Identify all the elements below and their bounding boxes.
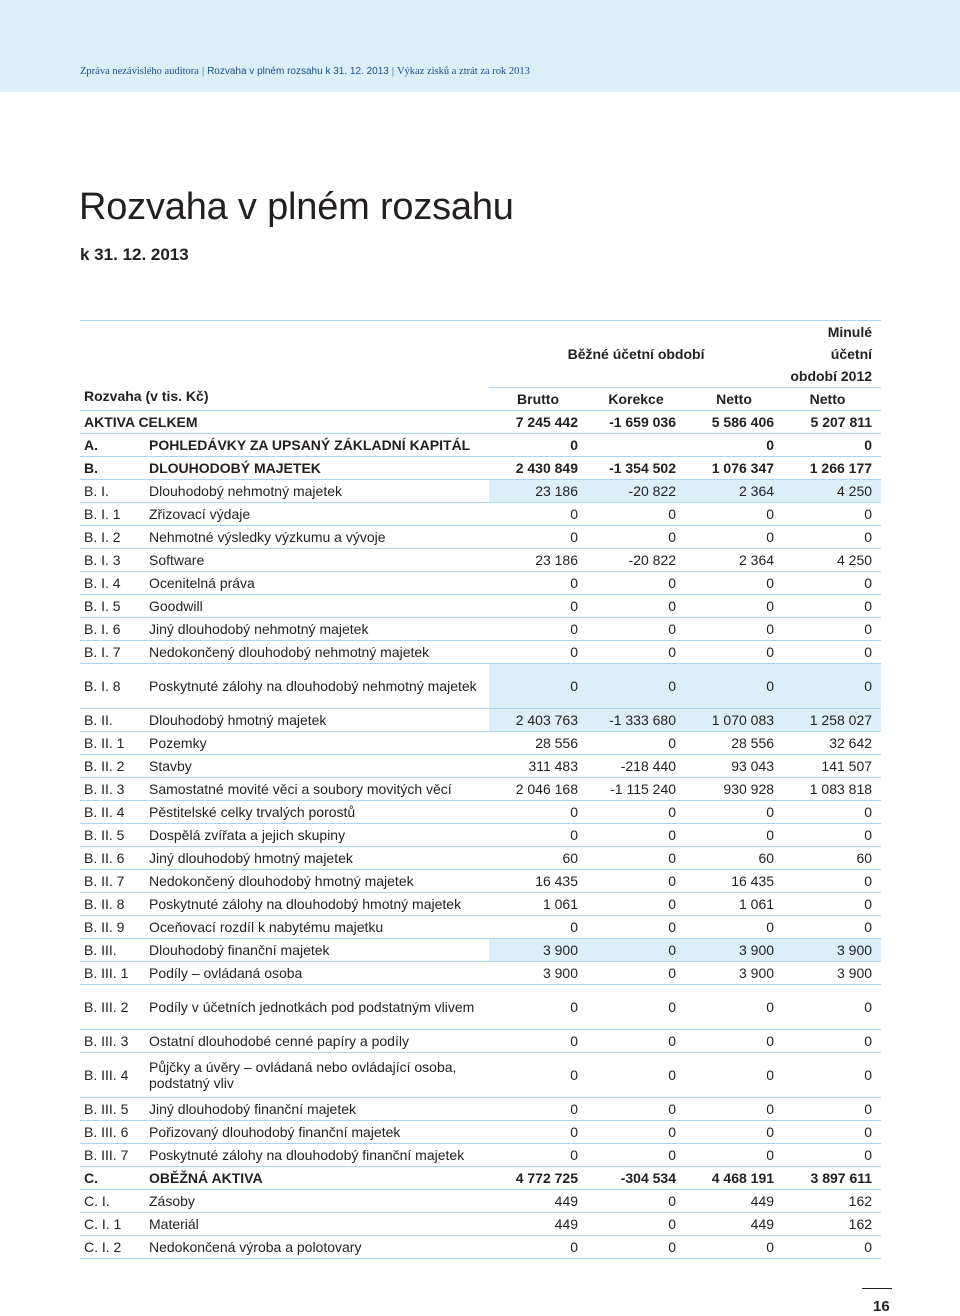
- cell-netto-prev: 5 207 811: [783, 411, 881, 434]
- row-code: B. II. 4: [80, 801, 149, 824]
- cell-brutto: 2 046 168: [489, 778, 587, 801]
- table-row: [80, 664, 881, 709]
- row-label: Podíly – ovládaná osoba: [149, 962, 489, 985]
- cell-netto-prev: 141 507: [783, 755, 881, 778]
- balance-sheet-table-container: [80, 320, 881, 1259]
- table-row: [80, 985, 881, 1030]
- row-label: Zřizovací výdaje: [149, 503, 489, 526]
- cell-netto: 0: [685, 664, 783, 709]
- cell-netto-prev: 0: [783, 1053, 881, 1098]
- cell-netto: 1 070 083: [685, 709, 783, 732]
- cell-korekce: 0: [587, 503, 685, 526]
- table-row: [80, 732, 881, 755]
- current-period-header: Běžné účetní období: [489, 321, 783, 388]
- table-row: [80, 939, 881, 962]
- cell-brutto: 0: [489, 1236, 587, 1259]
- row-code: B. II. 6: [80, 847, 149, 870]
- row-code: B. I. 4: [80, 572, 149, 595]
- column-header-korekce: Korekce: [587, 388, 685, 411]
- table-row: [80, 801, 881, 824]
- cell-korekce: 0: [587, 916, 685, 939]
- table-row: [80, 503, 881, 526]
- cell-korekce: -20 822: [587, 480, 685, 503]
- row-label: POHLEDÁVKY ZA UPSANÝ ZÁKLADNÍ KAPITÁL: [149, 434, 489, 457]
- cell-korekce: -304 534: [587, 1167, 685, 1190]
- cell-brutto: 3 900: [489, 962, 587, 985]
- row-label: Zásoby: [149, 1190, 489, 1213]
- row-label: Nedokončený dlouhodobý hmotný majetek: [149, 870, 489, 893]
- cell-korekce: 0: [587, 618, 685, 641]
- row-code: B. III. 5: [80, 1098, 149, 1121]
- row-label: Samostatné movité věci a soubory movitých věcí: [149, 778, 489, 801]
- row-label: Software: [149, 549, 489, 572]
- column-header-netto-prev: Netto: [783, 388, 881, 411]
- cell-netto: 1 061: [685, 893, 783, 916]
- row-label: Dlouhodobý finanční majetek: [149, 939, 489, 962]
- cell-brutto: 0: [489, 664, 587, 709]
- cell-brutto: 0: [489, 1053, 587, 1098]
- row-code: B. II.: [80, 709, 149, 732]
- row-label: Oceňovací rozdíl k nabytému majetku: [149, 916, 489, 939]
- table-row: [80, 1053, 881, 1098]
- cell-netto-prev: 0: [783, 595, 881, 618]
- row-code: B. I.: [80, 480, 149, 503]
- row-code: B. I. 7: [80, 641, 149, 664]
- row-label: Dospělá zvířata a jejich skupiny: [149, 824, 489, 847]
- cell-netto: 0: [685, 572, 783, 595]
- cell-netto-prev: 0: [783, 618, 881, 641]
- row-code: B. III.: [80, 939, 149, 962]
- row-code: B. I. 1: [80, 503, 149, 526]
- cell-korekce: 0: [587, 1144, 685, 1167]
- row-label: Poskytnuté zálohy na dlouhodobý finanční majetek: [149, 1144, 489, 1167]
- cell-korekce: 0: [587, 1053, 685, 1098]
- cell-netto: 0: [685, 1030, 783, 1053]
- cell-netto: 0: [685, 434, 783, 457]
- row-label: Podíly v účetních jednotkách pod podstatným vlivem: [149, 985, 489, 1030]
- table-row: [80, 457, 881, 480]
- cell-netto: 0: [685, 985, 783, 1030]
- row-code: A.: [80, 434, 149, 457]
- table-body: [80, 411, 881, 1259]
- cell-brutto: 0: [489, 595, 587, 618]
- row-code: C. I. 1: [80, 1213, 149, 1236]
- cell-brutto: 4 772 725: [489, 1167, 587, 1190]
- row-code: B. II. 7: [80, 870, 149, 893]
- row-code: B.: [80, 457, 149, 480]
- page-title: Rozvaha v plném rozsahu: [79, 186, 514, 228]
- cell-netto: 0: [685, 503, 783, 526]
- cell-brutto: 3 900: [489, 939, 587, 962]
- table-row: [80, 618, 881, 641]
- page-number: 16: [873, 1298, 890, 1315]
- row-label: Pozemky: [149, 732, 489, 755]
- table-row: [80, 480, 881, 503]
- cell-korekce: 0: [587, 1213, 685, 1236]
- cell-netto: 0: [685, 1144, 783, 1167]
- cell-korekce: -1 333 680: [587, 709, 685, 732]
- cell-netto-prev: 0: [783, 916, 881, 939]
- cell-netto: 3 900: [685, 939, 783, 962]
- cell-korekce: 0: [587, 1098, 685, 1121]
- table-row: [80, 916, 881, 939]
- table-row: [80, 1190, 881, 1213]
- breadcrumb: [80, 66, 530, 77]
- cell-netto: 0: [685, 526, 783, 549]
- cell-netto: 0: [685, 916, 783, 939]
- row-code: B. II. 2: [80, 755, 149, 778]
- table-row: [80, 1098, 881, 1121]
- cell-brutto: 0: [489, 572, 587, 595]
- table-row: [80, 1030, 881, 1053]
- cell-korekce: 0: [587, 664, 685, 709]
- cell-brutto: 23 186: [489, 480, 587, 503]
- table-row: [80, 1121, 881, 1144]
- row-label: DLOUHODOBÝ MAJETEK: [149, 457, 489, 480]
- table-row: [80, 572, 881, 595]
- row-code: B. III. 7: [80, 1144, 149, 1167]
- cell-brutto: 449: [489, 1190, 587, 1213]
- row-label: Nedokončený dlouhodobý nehmotný majetek: [149, 641, 489, 664]
- row-code: C. I. 2: [80, 1236, 149, 1259]
- cell-netto-prev: 3 897 611: [783, 1167, 881, 1190]
- cell-korekce: 0: [587, 801, 685, 824]
- table-row: [80, 411, 881, 434]
- cell-brutto: 0: [489, 1121, 587, 1144]
- row-label: Půjčky a úvěry – ovládaná nebo ovládající osoba, podstatný vliv: [149, 1053, 489, 1098]
- cell-netto-prev: 1 083 818: [783, 778, 881, 801]
- row-label: Jiný dlouhodobý nehmotný majetek: [149, 618, 489, 641]
- row-label: Pěstitelské celky trvalých porostů: [149, 801, 489, 824]
- cell-netto-prev: 0: [783, 1236, 881, 1259]
- cell-brutto: 16 435: [489, 870, 587, 893]
- table-row: [80, 778, 881, 801]
- row-code: C.: [80, 1167, 149, 1190]
- cell-korekce: 0: [587, 939, 685, 962]
- row-code: B. III. 4: [80, 1053, 149, 1098]
- cell-netto: 3 900: [685, 962, 783, 985]
- cell-netto-prev: 0: [783, 1144, 881, 1167]
- row-label: Ocenitelná práva: [149, 572, 489, 595]
- table-row: [80, 824, 881, 847]
- page-subtitle: k 31. 12. 2013: [80, 245, 189, 264]
- cell-korekce: 0: [587, 641, 685, 664]
- row-label: Poskytnuté zálohy na dlouhodobý hmotný majetek: [149, 893, 489, 916]
- breadcrumb-item-income-statement[interactable]: Výkaz zisků a ztrát za rok 2013: [396, 66, 530, 77]
- row-label: Ostatní dlouhodobé cenné papíry a podíly: [149, 1030, 489, 1053]
- cell-netto: 93 043: [685, 755, 783, 778]
- cell-netto-prev: 0: [783, 893, 881, 916]
- cell-netto: 5 586 406: [685, 411, 783, 434]
- row-label: OBĚŽNÁ AKTIVA: [149, 1167, 489, 1190]
- cell-korekce: 0: [587, 1030, 685, 1053]
- cell-netto: 4 468 191: [685, 1167, 783, 1190]
- row-label: Dlouhodobý hmotný majetek: [149, 709, 489, 732]
- cell-korekce: 0: [587, 526, 685, 549]
- cell-brutto: 0: [489, 801, 587, 824]
- cell-korekce: 0: [587, 893, 685, 916]
- breadcrumb-item-auditor-report[interactable]: Zpráva nezávislého auditora: [80, 66, 199, 77]
- cell-netto-prev: 4 250: [783, 480, 881, 503]
- cell-korekce: 0: [587, 1236, 685, 1259]
- table-row: [80, 755, 881, 778]
- cell-netto: 16 435: [685, 870, 783, 893]
- row-label: Nedokončená výroba a polotovary: [149, 1236, 489, 1259]
- table-row: [80, 962, 881, 985]
- cell-netto-prev: 0: [783, 503, 881, 526]
- cell-korekce: 0: [587, 847, 685, 870]
- cell-netto: 0: [685, 824, 783, 847]
- cell-netto-prev: 1 266 177: [783, 457, 881, 480]
- row-code: B. II. 8: [80, 893, 149, 916]
- row-code: B. II. 5: [80, 824, 149, 847]
- row-code: B. I. 5: [80, 595, 149, 618]
- row-label: Pořizovaný dlouhodobý finanční majetek: [149, 1121, 489, 1144]
- cell-netto-prev: 0: [783, 641, 881, 664]
- row-label: Jiný dlouhodobý hmotný majetek: [149, 847, 489, 870]
- cell-netto: 2 364: [685, 480, 783, 503]
- row-code: B. II. 1: [80, 732, 149, 755]
- cell-netto-prev: 4 250: [783, 549, 881, 572]
- cell-netto: 60: [685, 847, 783, 870]
- cell-korekce: 0: [587, 985, 685, 1030]
- cell-brutto: 1 061: [489, 893, 587, 916]
- cell-netto: 0: [685, 1236, 783, 1259]
- cell-netto-prev: 0: [783, 572, 881, 595]
- table-row: [80, 641, 881, 664]
- cell-brutto: 0: [489, 1098, 587, 1121]
- column-header-brutto: Brutto: [489, 388, 587, 411]
- cell-korekce: 0: [587, 870, 685, 893]
- cell-netto: 0: [685, 1053, 783, 1098]
- cell-netto: 0: [685, 1098, 783, 1121]
- table-row: [80, 1144, 881, 1167]
- row-label: Poskytnuté zálohy na dlouhodobý nehmotný majetek: [149, 664, 489, 709]
- cell-korekce: -20 822: [587, 549, 685, 572]
- row-code: B. I. 2: [80, 526, 149, 549]
- cell-netto-prev: 32 642: [783, 732, 881, 755]
- cell-netto-prev: 162: [783, 1213, 881, 1236]
- cell-netto-prev: 3 900: [783, 962, 881, 985]
- cell-netto: 0: [685, 595, 783, 618]
- cell-brutto: 0: [489, 1030, 587, 1053]
- table-row: [80, 549, 881, 572]
- cell-netto: 0: [685, 1121, 783, 1144]
- row-label: Jiný dlouhodobý finanční majetek: [149, 1098, 489, 1121]
- table-row: [80, 1236, 881, 1259]
- cell-korekce: 0: [587, 595, 685, 618]
- cell-korekce: 0: [587, 1190, 685, 1213]
- cell-netto: 2 364: [685, 549, 783, 572]
- table-row: [80, 709, 881, 732]
- cell-korekce: -1 115 240: [587, 778, 685, 801]
- row-code: AKTIVA CELKEM: [80, 411, 489, 434]
- breadcrumb-item-current[interactable]: Rozvaha v plném rozsahu k 31. 12. 2013: [207, 66, 389, 77]
- row-code: C. I.: [80, 1190, 149, 1213]
- balance-sheet-table: [80, 320, 881, 1259]
- cell-netto-prev: 0: [783, 801, 881, 824]
- previous-period-header: Minulé účetní období 2012: [783, 321, 881, 388]
- cell-netto-prev: 0: [783, 526, 881, 549]
- cell-brutto: 0: [489, 641, 587, 664]
- cell-korekce: 0: [587, 1121, 685, 1144]
- cell-brutto: 0: [489, 618, 587, 641]
- row-code: B. II. 9: [80, 916, 149, 939]
- table-row: [80, 870, 881, 893]
- table-row: [80, 526, 881, 549]
- row-code: B. III. 2: [80, 985, 149, 1030]
- row-code: B. I. 3: [80, 549, 149, 572]
- row-label: Dlouhodobý nehmotný majetek: [149, 480, 489, 503]
- cell-korekce: 0: [587, 732, 685, 755]
- cell-korekce: 0: [587, 572, 685, 595]
- cell-korekce: 0: [587, 962, 685, 985]
- cell-brutto: 7 245 442: [489, 411, 587, 434]
- page-number-rule: [862, 1288, 892, 1289]
- cell-korekce: 0: [587, 824, 685, 847]
- row-code: B. II. 3: [80, 778, 149, 801]
- row-label: Stavby: [149, 755, 489, 778]
- table-row: [80, 893, 881, 916]
- cell-netto-prev: 3 900: [783, 939, 881, 962]
- breadcrumb-separator: |: [391, 66, 394, 77]
- table-row: [80, 1213, 881, 1236]
- cell-netto-prev: 0: [783, 1098, 881, 1121]
- cell-brutto: 0: [489, 916, 587, 939]
- row-code: B. III. 6: [80, 1121, 149, 1144]
- cell-netto-prev: 162: [783, 1190, 881, 1213]
- cell-netto: 0: [685, 641, 783, 664]
- cell-netto-prev: 1 258 027: [783, 709, 881, 732]
- cell-brutto: 23 186: [489, 549, 587, 572]
- cell-brutto: 311 483: [489, 755, 587, 778]
- cell-netto-prev: 0: [783, 664, 881, 709]
- table-row: [80, 595, 881, 618]
- cell-netto-prev: 0: [783, 824, 881, 847]
- cell-brutto: 60: [489, 847, 587, 870]
- cell-brutto: 0: [489, 985, 587, 1030]
- cell-netto: 930 928: [685, 778, 783, 801]
- cell-brutto: 0: [489, 1144, 587, 1167]
- cell-netto: 0: [685, 618, 783, 641]
- row-label: Goodwill: [149, 595, 489, 618]
- row-code: B. III. 3: [80, 1030, 149, 1053]
- cell-netto: 449: [685, 1213, 783, 1236]
- table-caption: Rozvaha (v tis. Kč): [80, 321, 489, 411]
- cell-korekce: -218 440: [587, 755, 685, 778]
- cell-netto-prev: 0: [783, 1030, 881, 1053]
- cell-brutto: 2 403 763: [489, 709, 587, 732]
- row-label: Materiál: [149, 1213, 489, 1236]
- cell-brutto: 0: [489, 526, 587, 549]
- column-header-netto: Netto: [685, 388, 783, 411]
- cell-brutto: 2 430 849: [489, 457, 587, 480]
- header-band: [0, 0, 960, 92]
- row-code: B. III. 1: [80, 962, 149, 985]
- cell-netto: 0: [685, 801, 783, 824]
- cell-brutto: 0: [489, 434, 587, 457]
- cell-netto-prev: 0: [783, 434, 881, 457]
- cell-netto: 449: [685, 1190, 783, 1213]
- cell-korekce: [587, 434, 685, 457]
- cell-brutto: 449: [489, 1213, 587, 1236]
- cell-netto-prev: 60: [783, 847, 881, 870]
- table-row: [80, 1167, 881, 1190]
- row-label: Nehmotné výsledky výzkumu a vývoje: [149, 526, 489, 549]
- cell-korekce: -1 659 036: [587, 411, 685, 434]
- cell-netto-prev: 0: [783, 1121, 881, 1144]
- cell-brutto: 28 556: [489, 732, 587, 755]
- cell-brutto: 0: [489, 824, 587, 847]
- cell-netto-prev: 0: [783, 870, 881, 893]
- row-code: B. I. 6: [80, 618, 149, 641]
- row-code: B. I. 8: [80, 664, 149, 709]
- cell-brutto: 0: [489, 503, 587, 526]
- breadcrumb-separator: |: [201, 66, 205, 77]
- cell-netto: 28 556: [685, 732, 783, 755]
- table-row: [80, 847, 881, 870]
- cell-netto-prev: 0: [783, 985, 881, 1030]
- table-row: [80, 434, 881, 457]
- cell-netto: 1 076 347: [685, 457, 783, 480]
- cell-korekce: -1 354 502: [587, 457, 685, 480]
